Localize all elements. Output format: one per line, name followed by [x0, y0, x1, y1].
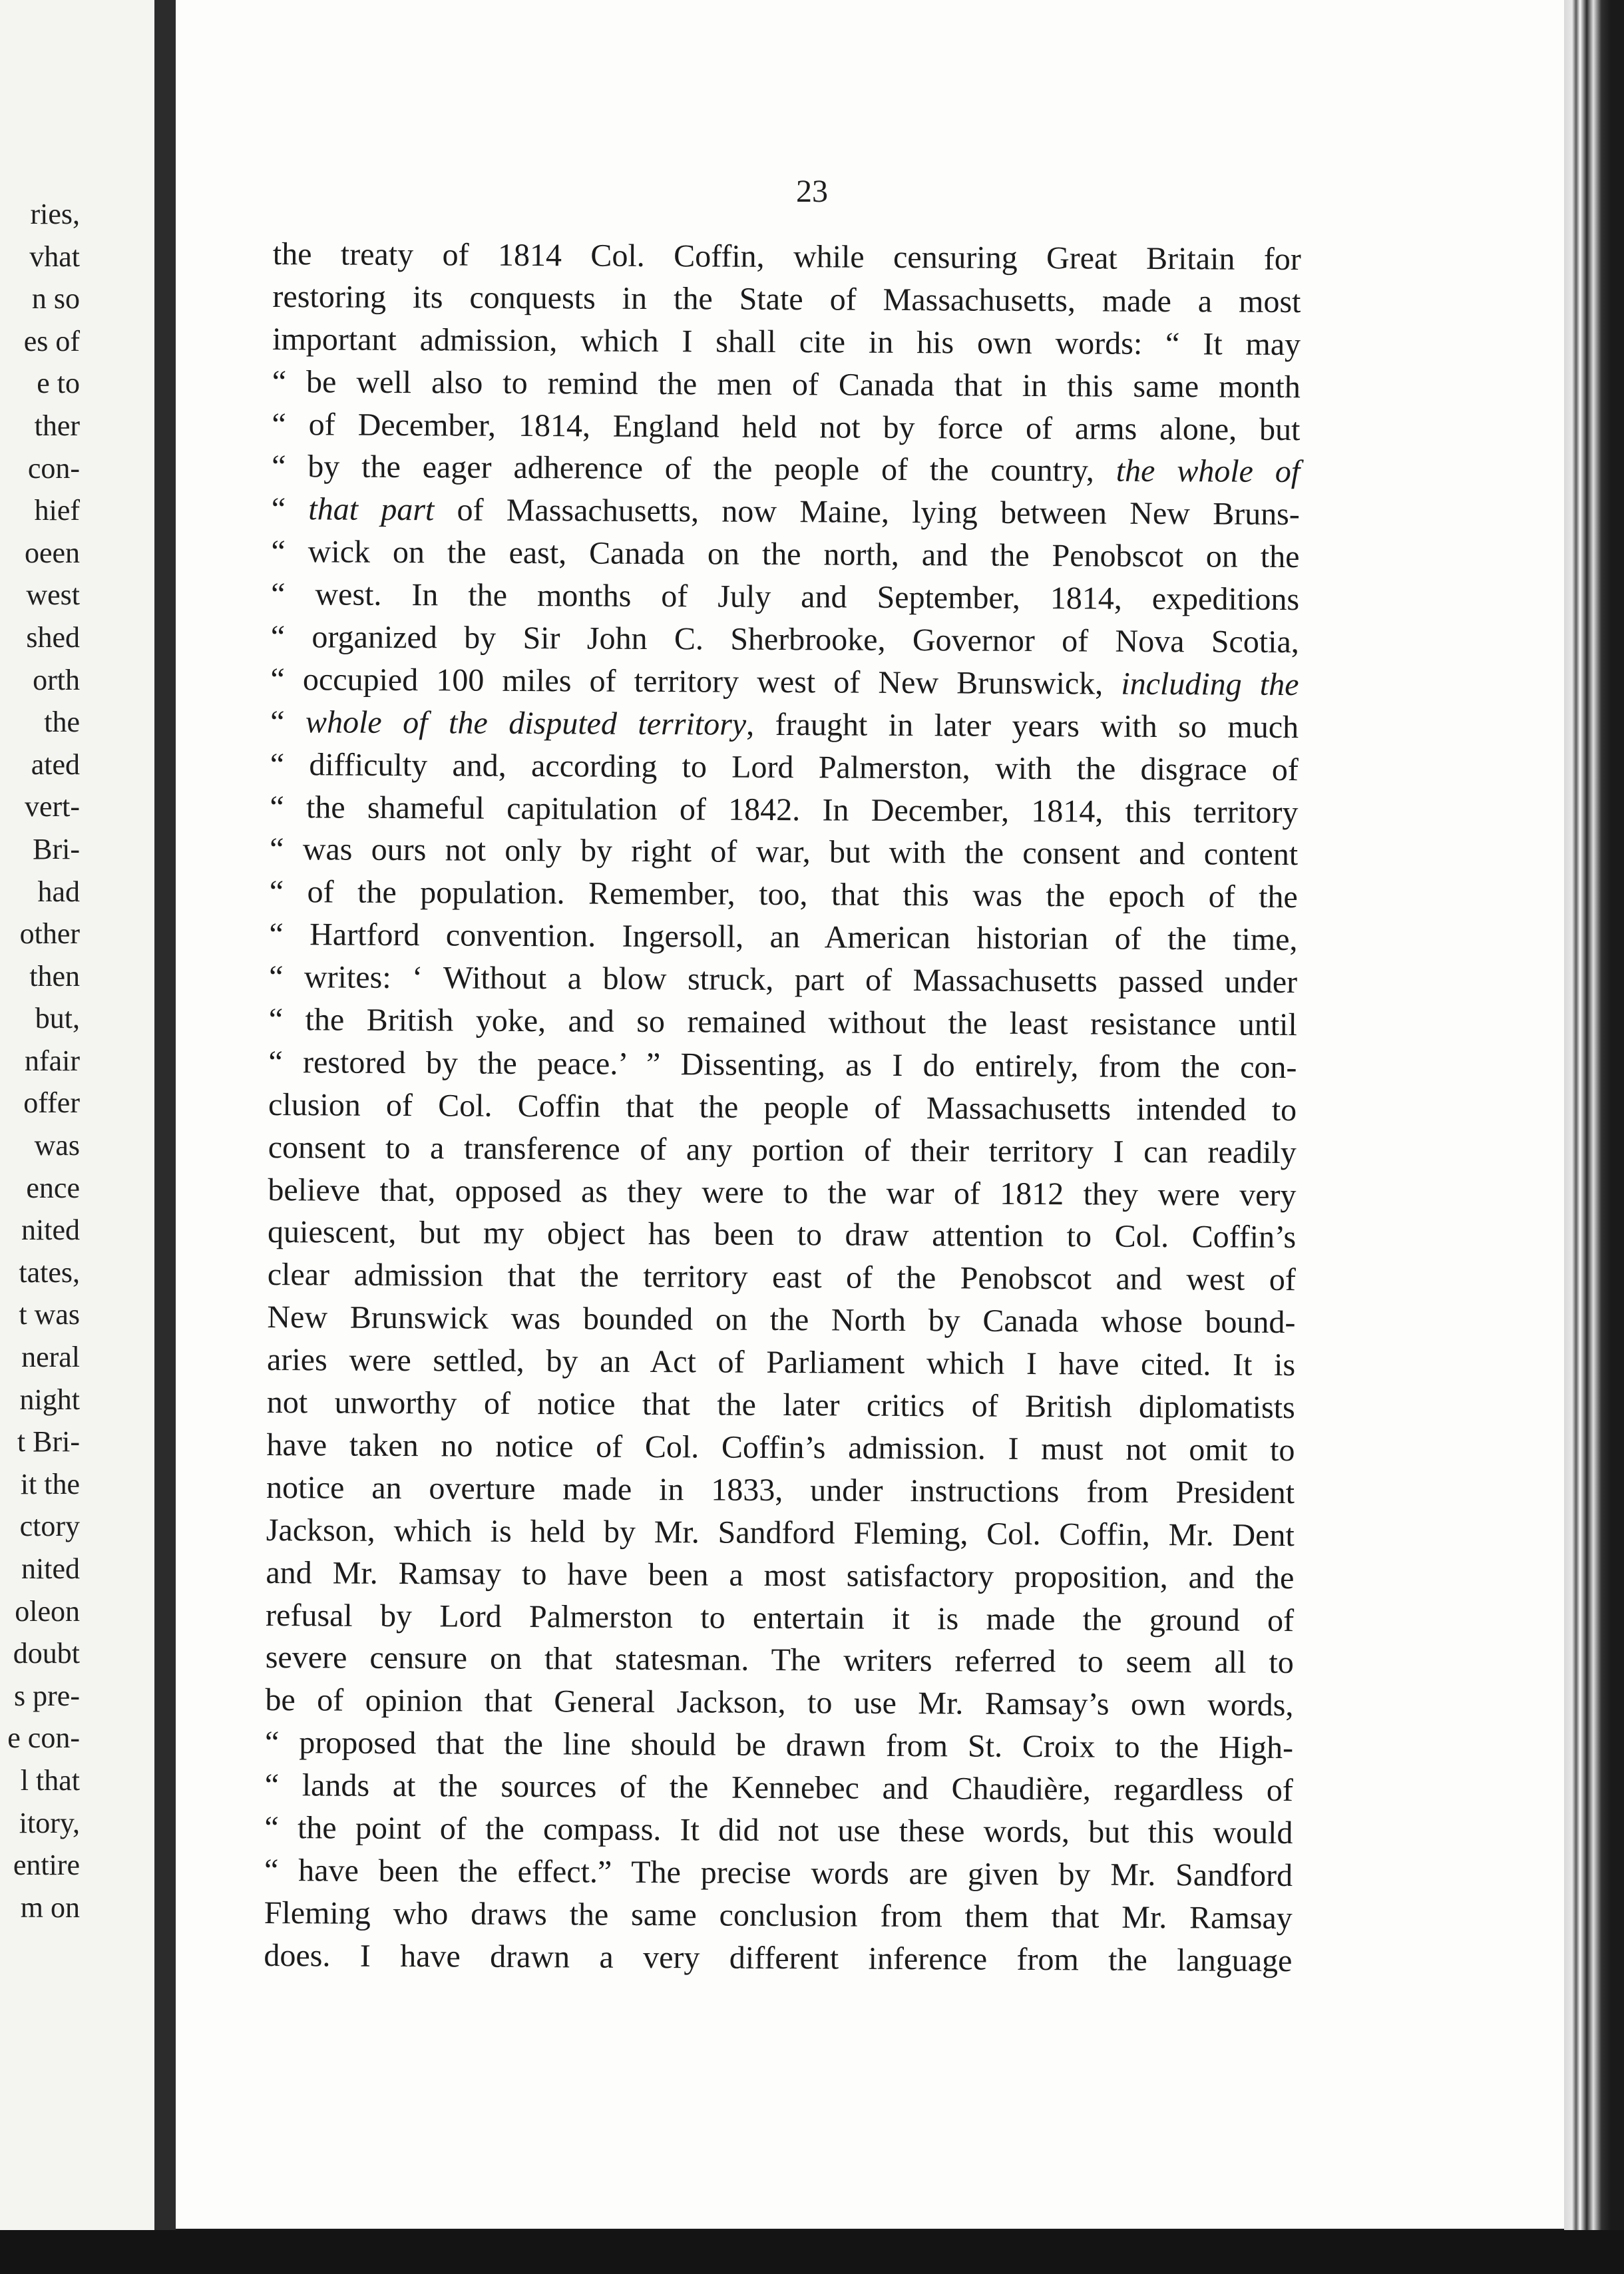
text-span: quiescent, but my object has been to draw attention to Col. Coffin’s	[268, 1214, 1297, 1255]
text-span: “ by the eager adherence of the people of the country,	[272, 449, 1116, 489]
italic-text: that part	[308, 491, 435, 528]
facing-line: doubt	[13, 1637, 80, 1670]
text-span: “ the point of the compass. It did not use these words, but this would	[264, 1809, 1293, 1851]
text-line	[265, 1764, 1293, 1812]
text-span: Fleming who draws the same conclusion from them that Mr. Ramsay	[264, 1895, 1293, 1936]
text-line	[269, 913, 1297, 961]
facing-line: oeen	[24, 536, 80, 569]
text-span: the treaty of 1814 Col. Coffin, while censuring Great Britain for	[272, 236, 1301, 278]
text-line	[266, 1509, 1295, 1557]
text-line	[272, 318, 1301, 366]
facing-line: ries,	[30, 198, 80, 230]
facing-line: entire	[13, 1849, 80, 1882]
facing-line: con-	[27, 451, 80, 485]
text-span: “	[270, 704, 306, 740]
italic-text: whole of the disputed territory	[305, 704, 747, 742]
text-line	[271, 531, 1299, 578]
text-line	[270, 828, 1298, 876]
text-span: “ occupied 100 miles of territory west of New Brunswick,	[270, 661, 1121, 702]
text-line	[267, 1296, 1295, 1344]
text-span: notice an overture made in 1833, under instructions from President	[266, 1469, 1295, 1510]
facing-line: it the	[20, 1467, 80, 1500]
text-line	[266, 1636, 1294, 1684]
text-line	[270, 744, 1299, 792]
facing-line: the	[44, 706, 80, 739]
text-line	[268, 1211, 1296, 1259]
facing-line: es of	[23, 324, 80, 357]
text-span: “ wick on the east, Canada on the north, and the Penobscot on the	[271, 534, 1300, 575]
facing-line: offer	[23, 1086, 80, 1120]
facing-line: ated	[31, 748, 80, 781]
text-line	[268, 1169, 1296, 1217]
text-span: “ the British yoke, and so remained without the least resistance until	[268, 1002, 1297, 1043]
facing-line: ence	[26, 1171, 80, 1204]
facing-line: but,	[35, 1002, 80, 1035]
text-line	[270, 786, 1298, 834]
text-span: “ the shameful capitulation of 1842. In December, 1814, this territory	[270, 789, 1299, 830]
text-span: have taken no notice of Col. Coffin’s admission. I must not omit to	[266, 1427, 1295, 1469]
text-span: “ organized by Sir John C. Sherbrooke, Governor of Nova Scotia,	[270, 619, 1299, 660]
text-span: consent to a transference of any portion of their territory I can readily	[268, 1129, 1297, 1170]
facing-line: nfair	[24, 1044, 80, 1077]
facing-line: t Bri-	[17, 1425, 80, 1459]
text-span: refusal by Lord Palmerston to entertain it is made the ground of	[265, 1597, 1295, 1638]
facing-line: nited	[21, 1214, 80, 1247]
facing-line: tates,	[19, 1255, 80, 1289]
text-line	[268, 1126, 1297, 1174]
text-line	[264, 1849, 1293, 1897]
text-span: aries were settled, by an Act of Parliament which I have cited. It is	[266, 1342, 1296, 1383]
facing-page	[0, 0, 154, 2230]
facing-line: oleon	[15, 1594, 80, 1628]
facing-line: was	[34, 1129, 80, 1162]
text-span: important admission, which I shall cite in his own words: “ It may	[272, 321, 1301, 362]
text-line	[264, 1807, 1293, 1855]
facing-line: then	[29, 959, 80, 993]
text-span: and Mr. Ramsay to have been a most satisfactory proposition, and the	[266, 1554, 1295, 1596]
facing-line: Bri-	[33, 832, 80, 865]
text-line	[273, 233, 1301, 281]
text-span: “ of December, 1814, England held not by force of arms alone, but	[272, 406, 1301, 447]
text-span: , fraught in later years with so much	[746, 706, 1299, 745]
scan-border	[0, 2230, 1624, 2274]
facing-line: neral	[21, 1341, 80, 1374]
text-line	[266, 1424, 1295, 1472]
text-span: “ difficulty and, according to Lord Palmerston, with the disgrace of	[270, 746, 1299, 788]
text-line	[269, 956, 1297, 1004]
text-span: “ of the population. Remember, too, that this was the epoch of the	[269, 874, 1298, 915]
text-line	[266, 1552, 1294, 1600]
text-span: believe that, opposed as they were to the war of 1812 they were very	[268, 1172, 1297, 1213]
facing-line: ctory	[19, 1510, 80, 1543]
text-span: “ west. In the months of July and September, 1814, expeditions	[271, 576, 1300, 618]
italic-text: including the	[1121, 666, 1299, 702]
facing-page-text	[7, 193, 80, 1929]
text-line	[265, 1721, 1293, 1769]
text-line	[268, 1041, 1297, 1089]
text-line	[270, 871, 1298, 919]
facing-line: e con-	[7, 1721, 80, 1755]
text-span: of Massachusetts, now Maine, lying between New Bruns-	[434, 492, 1300, 533]
text-span: severe censure on that statesman. The writers referred to seem all to	[265, 1640, 1294, 1681]
page-edge	[1564, 0, 1624, 2274]
facing-line: n so	[31, 282, 80, 316]
body-text	[264, 233, 1301, 1982]
text-span: “ have been the effect.” The precise words are given by Mr. Sandford	[264, 1852, 1293, 1893]
text-line	[265, 1679, 1293, 1727]
facing-line: vhat	[29, 240, 80, 273]
text-span: Jackson, which is held by Mr. Sandford Fleming, Col. Coffin, Mr. Dent	[266, 1512, 1295, 1553]
text-line	[268, 1084, 1297, 1132]
text-line	[269, 999, 1297, 1046]
text-span: “ lands at the sources of the Kennebec and Chaudière, regardless of	[264, 1767, 1293, 1809]
text-line	[268, 1253, 1296, 1301]
facing-line: shed	[26, 620, 80, 654]
italic-text: the whole of	[1116, 453, 1301, 490]
text-span: not unworthy of notice that the later critics of British diplomatists	[266, 1385, 1295, 1426]
facing-line: e to	[37, 367, 80, 400]
text-line	[266, 1467, 1295, 1514]
page-number: 23	[796, 174, 828, 209]
text-span: “ was ours not only by right of war, but with the consent and content	[270, 831, 1299, 873]
text-line	[272, 403, 1300, 451]
text-line	[267, 1381, 1295, 1429]
text-line	[270, 658, 1299, 706]
text-line	[272, 276, 1301, 324]
facing-line: hief	[34, 494, 80, 527]
facing-line: l that	[20, 1763, 80, 1797]
text-span: does. I have drawn a very different inference from the language	[264, 1937, 1293, 1978]
facing-line: itory,	[19, 1806, 80, 1839]
text-line	[272, 361, 1301, 409]
text-line	[266, 1594, 1294, 1642]
facing-line: other	[19, 917, 80, 951]
text-span: be of opinion that General Jackson, to use Mr. Ramsay’s own words,	[265, 1682, 1294, 1723]
facing-line: night	[19, 1383, 80, 1416]
facing-line: nited	[21, 1552, 80, 1585]
text-span: New Brunswick was bounded on the North by Canada whose bound-	[267, 1299, 1296, 1341]
text-line	[270, 701, 1299, 749]
text-line	[264, 1892, 1293, 1940]
text-span: “ proposed that the line should be drawn from St. Croix to the High-	[264, 1725, 1294, 1766]
facing-line: west	[26, 578, 80, 612]
text-line	[272, 488, 1300, 536]
book-gutter	[154, 0, 176, 2230]
text-span: “ be well also to remind the men of Canada that in this same month	[272, 363, 1301, 405]
text-line	[264, 1934, 1292, 1982]
text-span: restoring its conquests in the State of Massachusetts, made a most	[272, 278, 1301, 320]
text-line	[271, 573, 1299, 621]
text-span: clusion of Col. Coffin that the people of Massachusetts intended to	[268, 1086, 1297, 1128]
text-line	[267, 1339, 1295, 1387]
text-line	[272, 445, 1300, 493]
text-line	[271, 616, 1299, 664]
text-span: “ restored by the peace.’ ” Dissenting, as I do entirely, from the con-	[268, 1044, 1297, 1085]
facing-line: s pre-	[14, 1679, 80, 1712]
facing-line: vert-	[24, 790, 80, 823]
facing-line: ther	[34, 409, 80, 442]
text-span: “ Hartford convention. Ingersoll, an American historian of the time,	[269, 917, 1298, 958]
text-span: “	[271, 491, 309, 527]
facing-line: orth	[33, 663, 80, 696]
facing-line: had	[37, 875, 80, 908]
facing-line: m on	[20, 1891, 80, 1924]
text-span: clear admission that the territory east of the Penobscot and west of	[267, 1257, 1296, 1298]
text-span: “ writes: ‘ Without a blow struck, part of Massachusetts passed under	[269, 959, 1298, 1001]
facing-line: t was	[19, 1298, 80, 1331]
